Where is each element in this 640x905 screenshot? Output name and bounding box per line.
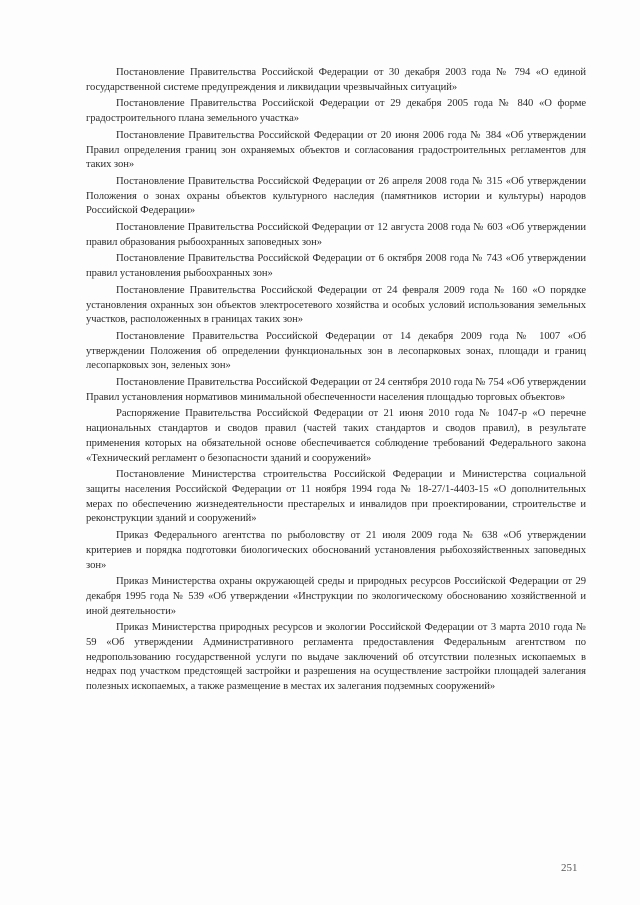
paragraph-8: Постановление Правительства Российской Федерации от 14 декабря 2009 года № 1007 «Об утверждении Положения об определении функциональных зон в лесопарковых зонах, площади и границ лесопарковых зон, зеленых зон»	[86, 330, 586, 372]
paragraph-10: Распоряжение Правительства Российской Федерации от 21 июня 2010 года № 1047-р «О перечне национальных стандартов и сводов правил (частей таких стандартов и сводов правил), в результате применения которых на обязательной основе обеспечивается соблюдение требований Федерального закона «Технический регламент о безопасности зданий и сооружений»	[86, 408, 586, 464]
document-body	[86, 66, 586, 697]
paragraph-13: Приказ Министерства охраны окружающей среды и природных ресурсов Российской Федерации от 29 декабря 1995 года № 539 «Об утверждении «Инструкции по экологическому обоснованию хозяйственной и иной деятельности»	[86, 576, 586, 617]
paragraph-5: Постановление Правительства Российской Федерации от 12 августа 2008 года № 603 «Об утверждении правил образования рыбоохранных заповедных зон»	[86, 222, 586, 248]
paragraph-14: Приказ Министерства природных ресурсов и экологии Российской Федерации от 3 марта 2010 года № 59 «Об утверждении Административного регламента предоставления Федеральным агентством по недропользованию государственной услуги по выдаче заключений об отсутствии полезных ископаемых в недрах под участком предстоящей застройки и разрешения на осуществление застройки площадей залегания полезных ископаемых, а также размещение в местах их залегания подземных сооружений»	[86, 622, 586, 693]
paragraph-12: Приказ Федерального агентства по рыболовству от 21 июля 2009 года № 638 «Об утверждении критериев и порядка подготовки биологических обоснований установления рыбохозяйственных заповедных зон»	[86, 530, 586, 571]
paragraph-9: Постановление Правительства Российской Федерации от 24 сентября 2010 года № 754 «Об утверждении Правил установления нормативов минимальной обеспеченности населения площадью торговых объектов»	[86, 377, 586, 403]
paragraph-1: Постановление Правительства Российской Федерации от 30 декабря 2003 года № 794 «О единой государственной системе предупреждения и ликвидации чрезвычайных ситуаций»	[86, 67, 586, 93]
paragraph-3: Постановление Правительства Российской Федерации от 20 июня 2006 года № 384 «Об утверждении Правил определения границ зон охраняемых объектов и согласования градостроительных регламентов для таких зон»	[86, 129, 586, 171]
paragraph-11: Постановление Министерства строительства Российской Федерации и Министерства социальной защиты населения Российской Федерации от 11 ноября 1994 года № 18-27/1-4403-15 «О дополнительных мерах по обеспечению жизнедеятельности престарелых и инвалидов при проектировании, строительстве и реконструкции зданий и сооружений»	[86, 469, 586, 525]
page-number: 251	[561, 862, 578, 874]
paragraph-6: Постановление Правительства Российской Федерации от 6 октября 2008 года № 743 «Об утверждении правил установления рыбоохранных зон»	[86, 253, 586, 280]
paragraph-4: Постановление Правительства Российской Федерации от 26 апреля 2008 года № 315 «Об утверждении Положения о зонах охраны объектов культурного наследия (памятников истории и культуры) народов Российской Федерации»	[86, 175, 586, 217]
paragraph-2: Постановление Правительства Российской Федерации от 29 декабря 2005 года № 840 «О форме градостроительного плана земельного участка»	[86, 98, 586, 125]
paragraph-7: Постановление Правительства Российской Федерации от 24 февраля 2009 года № 160 «О порядке установления охранных зон объектов электросетевого хозяйства и особых условий использования земельных участков, расположенных в границах таких зон»	[86, 284, 586, 326]
